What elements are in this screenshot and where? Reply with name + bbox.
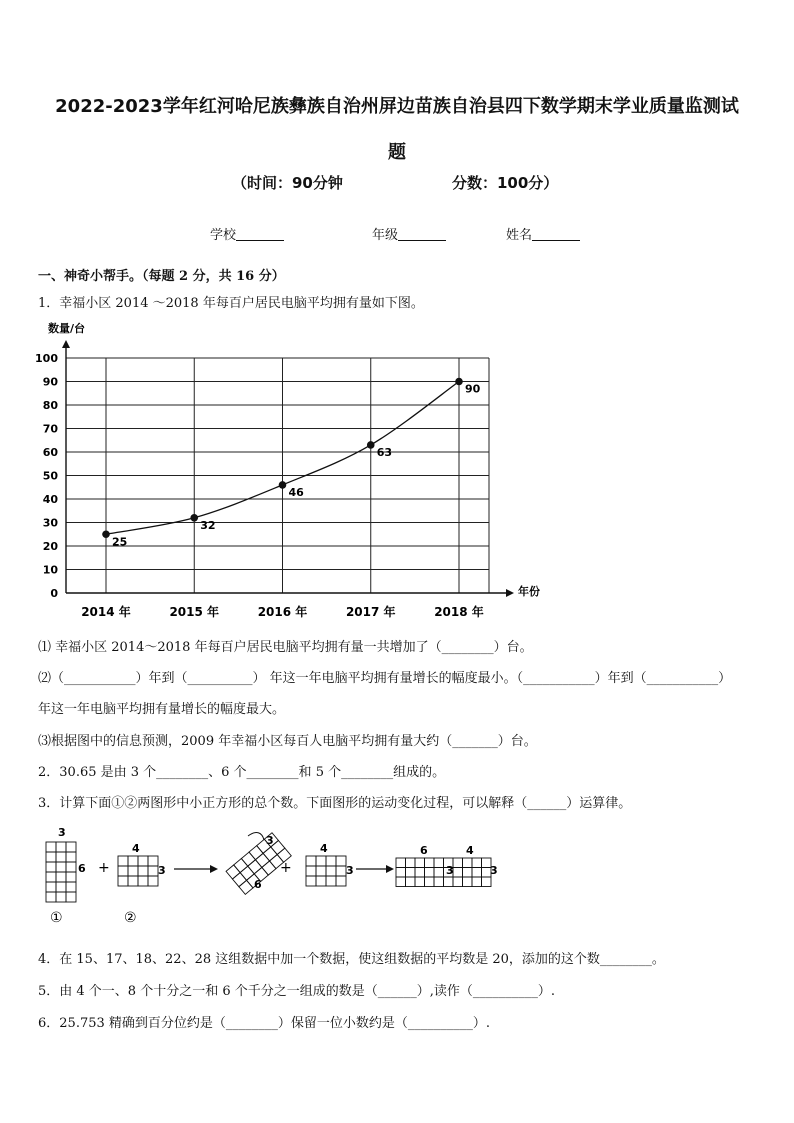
small-square bbox=[482, 877, 492, 887]
y-tick-label: 50 bbox=[42, 469, 58, 483]
data-point bbox=[190, 514, 198, 522]
question-6: 6．25.753 精确到百分位约是（________）保留一位小数约是（__________）. bbox=[38, 1016, 491, 1031]
small-square bbox=[148, 856, 158, 866]
small-square bbox=[406, 868, 416, 878]
small-square bbox=[453, 858, 463, 868]
x-axis-arrow bbox=[506, 589, 514, 597]
rotated-side-a: 3 bbox=[266, 834, 274, 847]
small-square bbox=[46, 862, 56, 872]
small-square bbox=[46, 852, 56, 862]
small-square bbox=[46, 872, 56, 882]
school-blank[interactable] bbox=[236, 228, 284, 241]
circle-two: ② bbox=[124, 910, 137, 926]
school-label: 学校 bbox=[210, 228, 237, 243]
x-tick-label: 2018 年 bbox=[434, 605, 484, 619]
small-square bbox=[406, 877, 416, 887]
small-square bbox=[316, 876, 326, 886]
figure-3-grid bbox=[306, 856, 346, 886]
small-square bbox=[46, 882, 56, 892]
y-tick-label: 40 bbox=[42, 493, 58, 506]
small-square bbox=[66, 882, 76, 892]
small-square bbox=[138, 856, 148, 866]
plus-sign-1: + bbox=[98, 860, 110, 876]
y-tick-label: 30 bbox=[42, 516, 58, 530]
fig3-side-number: 3 bbox=[346, 864, 354, 877]
small-square bbox=[396, 858, 406, 868]
small-square bbox=[118, 876, 128, 886]
small-square bbox=[66, 892, 76, 902]
data-label: 63 bbox=[376, 445, 393, 459]
small-square bbox=[425, 868, 435, 878]
data-label: 25 bbox=[112, 535, 128, 549]
arrow-1-head bbox=[210, 865, 218, 873]
small-square bbox=[472, 868, 482, 878]
document-title bbox=[30, 84, 764, 176]
small-square bbox=[56, 872, 66, 882]
y-tick-label: 60 bbox=[42, 446, 58, 459]
small-square bbox=[56, 882, 66, 892]
rotated-side-b: 6 bbox=[254, 878, 262, 891]
y-tick-label: 90 bbox=[42, 375, 58, 389]
square-figure bbox=[36, 822, 506, 932]
small-square bbox=[66, 872, 76, 882]
small-square bbox=[46, 892, 56, 902]
small-square bbox=[255, 853, 269, 867]
small-square bbox=[138, 866, 148, 876]
small-square bbox=[128, 856, 138, 866]
name-label: 姓名 bbox=[506, 228, 533, 243]
small-square bbox=[434, 858, 444, 868]
school-field[interactable] bbox=[210, 224, 284, 243]
y-tick-label: 20 bbox=[42, 540, 58, 553]
data-point bbox=[279, 481, 287, 489]
small-square bbox=[66, 842, 76, 852]
x-tick-label: 2016 年 bbox=[257, 605, 308, 619]
question-1-3: ⑶根据图中的信息预测，2009 年幸福小区每百人电脑平均拥有量大约（_______）台。 bbox=[38, 734, 537, 749]
small-square bbox=[463, 868, 473, 878]
small-square bbox=[316, 856, 326, 866]
chart-grid bbox=[66, 358, 489, 593]
circle-one: ① bbox=[50, 910, 63, 926]
small-square bbox=[326, 866, 336, 876]
small-square bbox=[425, 858, 435, 868]
small-square bbox=[396, 877, 406, 887]
rotation-arrow bbox=[248, 833, 264, 840]
small-square bbox=[453, 877, 463, 887]
small-square bbox=[234, 859, 248, 873]
small-square bbox=[415, 858, 425, 868]
small-square bbox=[249, 846, 263, 860]
small-square bbox=[396, 868, 406, 878]
data-label: 32 bbox=[200, 518, 216, 532]
small-square bbox=[239, 880, 253, 894]
x-tick-label: 2014 年 bbox=[81, 605, 131, 619]
question-1: 1．幸福小区 2014 ～2018 年每百户居民电脑平均拥有量如下图。 bbox=[38, 296, 424, 311]
result-middle-number: 3 bbox=[446, 864, 454, 877]
small-square bbox=[326, 876, 336, 886]
small-square bbox=[306, 876, 316, 886]
small-square bbox=[148, 866, 158, 876]
data-point bbox=[367, 441, 375, 449]
fig1-top-number: 3 bbox=[58, 826, 66, 839]
small-square bbox=[415, 877, 425, 887]
small-square bbox=[118, 856, 128, 866]
small-square bbox=[444, 877, 454, 887]
small-square bbox=[425, 877, 435, 887]
small-square bbox=[148, 876, 158, 886]
small-square bbox=[232, 873, 246, 887]
small-square bbox=[316, 866, 326, 876]
small-square bbox=[336, 866, 346, 876]
small-square bbox=[66, 862, 76, 872]
small-square bbox=[248, 860, 262, 874]
title-line-1: 2022-2023学年红河哈尼族彝族自治州屏边苗族自治县四下数学期末学业质量监测试 bbox=[55, 96, 739, 117]
fig3-top-number: 4 bbox=[320, 842, 328, 855]
small-square bbox=[434, 868, 444, 878]
small-square bbox=[463, 877, 473, 887]
plus-sign-2: + bbox=[280, 860, 292, 876]
small-square bbox=[463, 858, 473, 868]
result-side-number: 3 bbox=[490, 864, 498, 877]
small-square bbox=[472, 858, 482, 868]
small-square bbox=[306, 856, 316, 866]
fig2-side-number: 3 bbox=[158, 864, 166, 877]
small-square bbox=[56, 842, 66, 852]
name-field[interactable] bbox=[506, 224, 580, 243]
y-tick-label: 70 bbox=[42, 422, 58, 436]
small-square bbox=[326, 856, 336, 866]
figure-1-grid bbox=[46, 842, 76, 902]
y-tick-labels bbox=[35, 352, 58, 600]
y-tick-label: 100 bbox=[35, 352, 58, 365]
small-square bbox=[453, 868, 463, 878]
small-square bbox=[118, 866, 128, 876]
small-square bbox=[56, 892, 66, 902]
result-figure-grid bbox=[396, 858, 491, 887]
grade-blank[interactable] bbox=[398, 228, 446, 241]
result-top-a: 6 bbox=[420, 844, 428, 857]
question-1-1: ⑴ 幸福小区 2014～2018 年每百户居民电脑平均拥有量一共增加了（________）台。 bbox=[38, 640, 533, 655]
small-square bbox=[472, 877, 482, 887]
y-tick-label: 80 bbox=[42, 399, 58, 412]
question-5: 5．由 4 个一、8 个十分之一和 6 个千分之一组成的数是（______）,读作（__________）. bbox=[38, 984, 556, 999]
x-tick-label: 2015 年 bbox=[169, 605, 220, 619]
data-label: 46 bbox=[288, 485, 304, 499]
small-square bbox=[336, 876, 346, 886]
small-square bbox=[415, 868, 425, 878]
small-square bbox=[263, 847, 277, 861]
x-tick-labels bbox=[81, 604, 484, 619]
arrow-2-head bbox=[386, 865, 394, 873]
grade-field[interactable] bbox=[372, 224, 446, 243]
small-square bbox=[226, 865, 240, 879]
small-square bbox=[128, 876, 138, 886]
y-axis-label: 数量/台 bbox=[48, 322, 86, 335]
fig2-top-number: 4 bbox=[132, 842, 140, 855]
small-square bbox=[306, 866, 316, 876]
line-chart bbox=[30, 318, 590, 619]
small-square bbox=[128, 866, 138, 876]
name-blank[interactable] bbox=[532, 228, 580, 241]
small-square bbox=[241, 852, 255, 866]
y-tick-label: 10 bbox=[42, 563, 58, 577]
y-tick-label: 0 bbox=[50, 587, 58, 600]
question-4: 4．在 15、17、18、22、28 这组数据中加一个数据，使这组数据的平均数是 20，添加的这个数________。 bbox=[38, 952, 665, 967]
chart-axes bbox=[62, 340, 514, 597]
fig1-side-number: 6 bbox=[78, 862, 86, 875]
section-heading: 一、神奇小帮手。（每题 2 分，共 16 分） bbox=[38, 269, 285, 284]
small-square bbox=[336, 856, 346, 866]
x-tick-label: 2017 年 bbox=[345, 605, 396, 619]
question-1-2-cont: 年这一年电脑平均拥有量增长的幅度最大。 bbox=[38, 702, 286, 717]
small-square bbox=[56, 862, 66, 872]
exam-score: 分数：100分） bbox=[452, 174, 559, 192]
title-line-2: 题 bbox=[388, 142, 406, 163]
small-square bbox=[406, 858, 416, 868]
small-square bbox=[240, 866, 254, 880]
question-2: 2．30.65 是由 3 个________、6 个________和 5 个________组成的。 bbox=[38, 765, 446, 780]
y-axis-arrow bbox=[62, 340, 70, 348]
small-square bbox=[56, 852, 66, 862]
small-square bbox=[46, 842, 56, 852]
small-square bbox=[434, 877, 444, 887]
grade-label: 年级 bbox=[372, 228, 399, 243]
small-square bbox=[66, 852, 76, 862]
data-point bbox=[102, 530, 110, 538]
question-3: 3．计算下面①②两图形中小正方形的总个数。下面图形的运动变化过程，可以解释（______）运算律。 bbox=[38, 796, 632, 811]
small-square bbox=[138, 876, 148, 886]
exam-time: （时间：90分钟 bbox=[232, 174, 343, 192]
small-square bbox=[262, 861, 276, 875]
result-top-b: 4 bbox=[466, 844, 474, 857]
data-point bbox=[455, 378, 463, 386]
data-label: 90 bbox=[465, 382, 481, 396]
question-1-2: ⑵（___________）年到（__________） 年这一年电脑平均拥有量增长的幅度最小。（___________）年到（___________） bbox=[38, 671, 732, 686]
figure-2-grid bbox=[118, 856, 158, 886]
x-axis-label: 年份 bbox=[518, 585, 540, 598]
